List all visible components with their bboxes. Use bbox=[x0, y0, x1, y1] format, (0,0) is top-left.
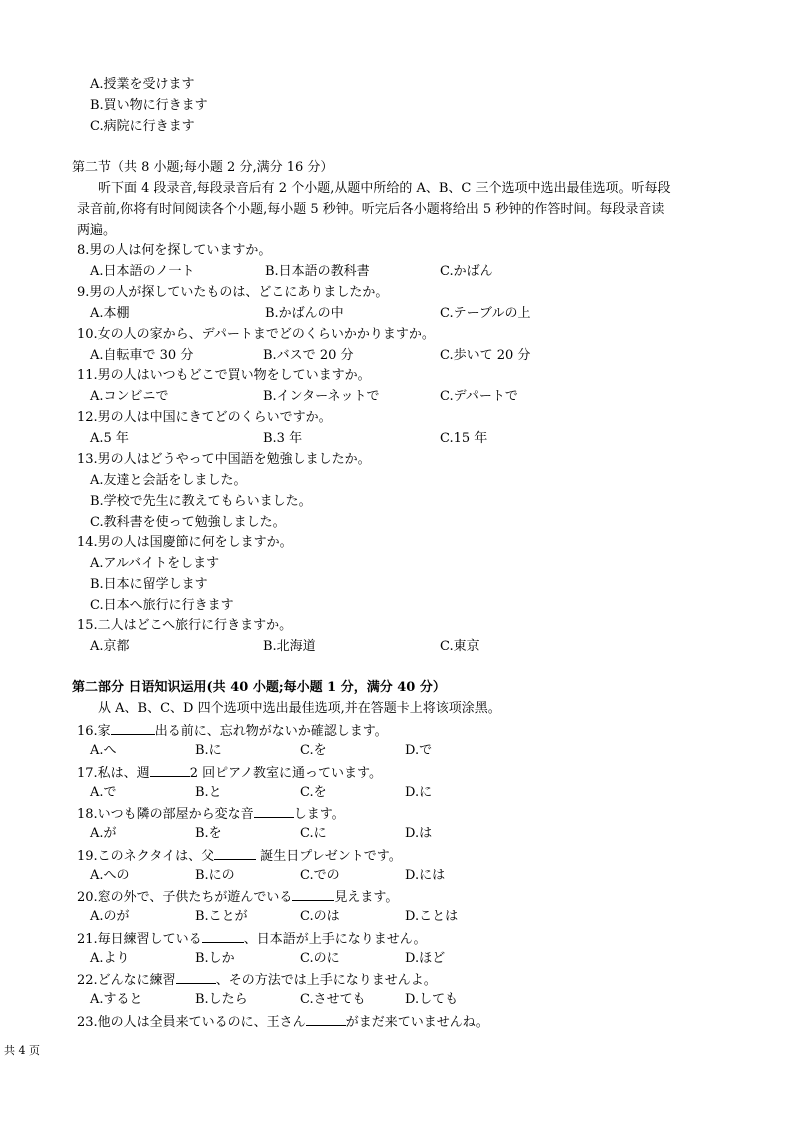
q22-option-d: D.しても bbox=[405, 992, 459, 1007]
q19-option-d: D.には bbox=[405, 868, 446, 883]
q12-option-b: B.3 年 bbox=[263, 431, 303, 446]
q22-blank bbox=[176, 971, 216, 984]
q12-option-a: A.5 年 bbox=[90, 431, 129, 446]
q17-option-d: D.に bbox=[405, 785, 433, 800]
q16-text-after: 出る前に、忘れ物がないか確認します。 bbox=[154, 724, 388, 739]
q17-text-after: 2 回ピアノ教室に通っています。 bbox=[189, 766, 383, 781]
q18-blank bbox=[254, 805, 294, 818]
q17-text-before: 17.私は、週 bbox=[77, 766, 150, 781]
question-9: 9.男の人が探していたものは、どこにありましたか。 bbox=[77, 285, 389, 300]
question-22 bbox=[77, 971, 437, 989]
question-8: 8.男の人は何を探していますか。 bbox=[77, 243, 272, 258]
q13-option-c: C.教科書を使って勉強しました。 bbox=[90, 515, 286, 530]
q16-option-a: A.へ bbox=[90, 743, 117, 758]
question-16 bbox=[77, 722, 388, 740]
q17-blank bbox=[150, 764, 190, 777]
q21-option-c: C.のに bbox=[300, 951, 340, 966]
q22-option-a: A.すると bbox=[90, 992, 143, 1007]
q19-blank bbox=[214, 847, 256, 860]
question-14: 14.男の人は国慶節に何をしますか。 bbox=[77, 535, 293, 550]
q19-option-b: B.にの bbox=[195, 868, 235, 883]
q21-option-d: D.ほど bbox=[405, 951, 446, 966]
q11-option-c: C.デパートで bbox=[440, 389, 518, 404]
q22-text-after: 、その方法では上手になりませんよ。 bbox=[215, 973, 437, 988]
q17-option-b: B.と bbox=[195, 785, 222, 800]
question-19 bbox=[77, 847, 402, 865]
q18-option-a: A.が bbox=[90, 826, 117, 841]
q9-option-a: A.本棚 bbox=[90, 306, 130, 321]
question-18 bbox=[77, 805, 345, 823]
q23-blank bbox=[306, 1013, 346, 1026]
q18-option-c: C.に bbox=[300, 826, 327, 841]
q16-option-c: C.を bbox=[300, 743, 327, 758]
q10-option-c: C.歩いて 20 分 bbox=[440, 348, 531, 363]
carryover-option-a: A.授業を受けます bbox=[90, 77, 195, 92]
q10-option-b: B.バスで 20 分 bbox=[263, 348, 354, 363]
q15-option-b: B.北海道 bbox=[263, 639, 316, 654]
q23-text-after: がまだ来ていませんね。 bbox=[345, 1015, 489, 1030]
q12-option-c: C.15 年 bbox=[440, 431, 488, 446]
q11-option-b: B.インターネットで bbox=[263, 389, 380, 404]
q16-option-b: B.に bbox=[195, 743, 222, 758]
q13-option-a: A.友達と会話をしました。 bbox=[90, 473, 247, 488]
q21-text-after: 、日本語が上手になりません。 bbox=[243, 932, 427, 947]
q20-blank bbox=[292, 888, 334, 901]
question-13: 13.男の人はどうやって中国語を勉強しましたか。 bbox=[77, 452, 371, 467]
q15-option-c: C.東京 bbox=[440, 639, 480, 654]
q21-blank bbox=[202, 930, 244, 943]
q9-option-b: B.かばんの中 bbox=[265, 306, 344, 321]
q16-blank bbox=[111, 722, 155, 735]
q9-option-c: C.テーブルの上 bbox=[440, 306, 531, 321]
section2-instruction-line3: 两遍。 bbox=[77, 223, 117, 238]
q19-option-c: C.での bbox=[300, 868, 340, 883]
q20-option-a: A.のが bbox=[90, 909, 130, 924]
question-21 bbox=[77, 930, 426, 948]
q13-option-b: B.学校で先生に教えてもらいました。 bbox=[90, 494, 312, 509]
section2-instruction-line2: 录音前,你将有时间阅读各个小题,每小题 5 秒钟。听完后各小题将给出 5 秒钟的作答时间。每段录音读 bbox=[77, 202, 665, 217]
q8-option-a: A.日本語のノ一ト bbox=[90, 264, 195, 279]
q15-option-a: A.京都 bbox=[90, 639, 130, 654]
question-23 bbox=[77, 1013, 489, 1031]
q20-text-before: 20.窓の外で、子供たちが遊んでいる bbox=[77, 890, 293, 905]
q21-option-a: A.より bbox=[90, 951, 130, 966]
question-11: 11.男の人はいつもどこで買い物をしていますか。 bbox=[77, 368, 371, 383]
q11-option-a: A.コンビニで bbox=[90, 389, 169, 404]
question-20 bbox=[77, 888, 398, 906]
q22-option-c: C.させても bbox=[300, 992, 366, 1007]
carryover-option-c: C.病院に行きます bbox=[90, 119, 195, 134]
q20-option-b: B.ことが bbox=[195, 909, 248, 924]
question-15: 15.二人はどこへ旅行に行きますか。 bbox=[77, 618, 293, 633]
q18-text-before: 18.いつも隣の部屋から変な音 bbox=[77, 807, 254, 822]
q21-option-b: B.しか bbox=[195, 951, 235, 966]
question-17 bbox=[77, 764, 382, 782]
q8-option-b: B.日本語の教科書 bbox=[265, 264, 370, 279]
q22-option-b: B.したら bbox=[195, 992, 248, 1007]
page-footer: 共 4 页 bbox=[4, 1044, 40, 1057]
q20-option-d: D.ことは bbox=[405, 909, 459, 924]
q16-text-before: 16.家 bbox=[77, 724, 111, 739]
part2-title: 第二部分 日语知识运用(共 40 小题;每小题 1 分，满分 40 分） bbox=[72, 680, 446, 695]
q18-text-after: します。 bbox=[293, 807, 345, 822]
q20-option-c: C.のは bbox=[300, 909, 340, 924]
carryover-option-b: B.買い物に行きます bbox=[90, 98, 208, 113]
q14-option-c: C.日本へ旅行に行きます bbox=[90, 598, 234, 613]
q18-option-b: B.を bbox=[195, 826, 222, 841]
q19-text-after: 誕生日プレゼントです。 bbox=[256, 849, 402, 864]
question-12: 12.男の人は中国にきてどのくらいですか。 bbox=[77, 410, 332, 425]
part2-instruction: 从 A、B、C、D 四个选项中选出最佳选项,并在答题卡上将该项涂黑。 bbox=[98, 701, 501, 716]
q8-option-c: C.かばん bbox=[440, 264, 493, 279]
q16-option-d: D.で bbox=[405, 743, 433, 758]
q17-option-a: A.で bbox=[90, 785, 117, 800]
q19-text-before: 19.このネクタイは、父 bbox=[77, 849, 215, 864]
q19-option-a: A.への bbox=[90, 868, 130, 883]
section2-title: 第二节（共 8 小题;每小题 2 分,满分 16 分） bbox=[72, 160, 334, 175]
q14-option-b: B.日本に留学します bbox=[90, 577, 208, 592]
q23-text-before: 23.他の人は全員来ているのに、王さん bbox=[77, 1015, 306, 1030]
q21-text-before: 21.毎日練習している bbox=[77, 932, 202, 947]
q18-option-d: D.は bbox=[405, 826, 433, 841]
q22-text-before: 22.どんなに練習 bbox=[77, 973, 176, 988]
section2-instruction-line1: 听下面 4 段录音,每段录音后有 2 个小题,从题中所给的 A、B、C 三个选项中选出最佳选项。听每段 bbox=[98, 181, 671, 196]
q20-text-after: 見えます。 bbox=[334, 890, 399, 905]
question-10: 10.女の人の家から、デパートまでどのくらいかかりますか。 bbox=[77, 327, 435, 342]
q17-option-c: C.を bbox=[300, 785, 327, 800]
q10-option-a: A.自転車で 30 分 bbox=[90, 348, 194, 363]
q14-option-a: A.アルバイトをします bbox=[90, 556, 220, 571]
